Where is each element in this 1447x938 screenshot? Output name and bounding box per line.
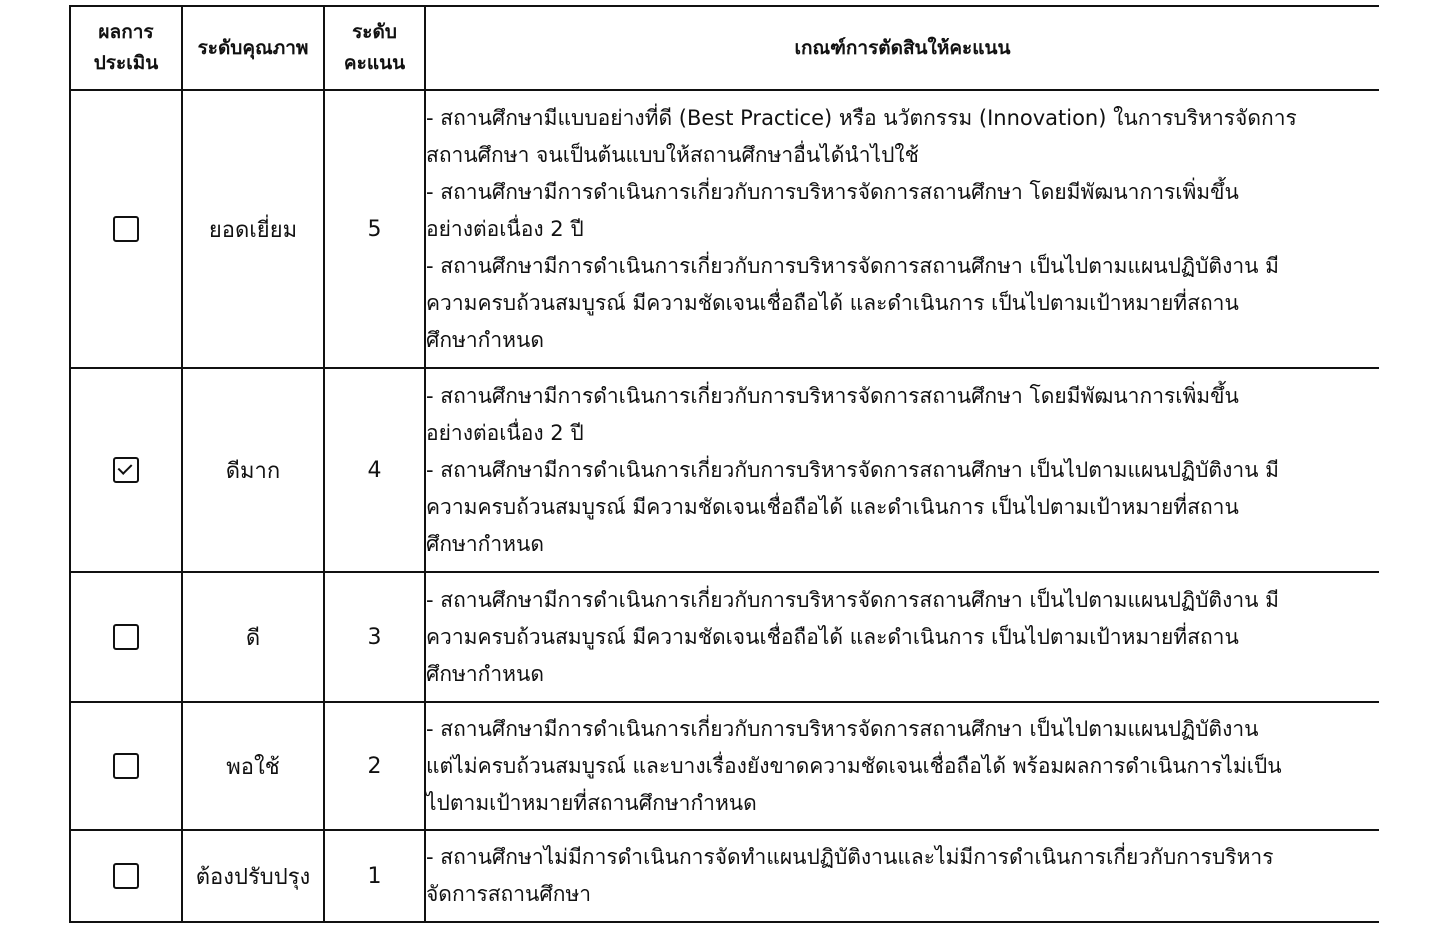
criteria-cell <box>425 830 1379 922</box>
criteria-line: แต่ไม่ครบถ้วนสมบูรณ์ และบางเรื่องยังขาดความชัดเจนเชื่อถือได้ พร้อมผลการดำเนินการไม่เป็น <box>426 753 1282 778</box>
header-criteria: เกณฑ์การตัดสินให้คะแนน <box>425 6 1379 90</box>
criteria-cell <box>425 368 1379 572</box>
criteria-line: ไปตามเป้าหมายที่สถานศึกษากำหนด <box>426 790 757 815</box>
quality-level-cell: ดีมาก <box>182 368 324 572</box>
header-result-line-2: ประเมิน <box>93 52 159 74</box>
score-cell: 1 <box>324 830 425 922</box>
quality-level-cell: ต้องปรับปรุง <box>182 830 324 922</box>
quality-level-cell: ดี <box>182 572 324 702</box>
checked-checkbox[interactable] <box>113 457 139 483</box>
criteria-line: - สถานศึกษามีการดำเนินการเกี่ยวกับการบริหารจัดการสถานศึกษา โดยมีพัฒนาการเพิ่มขึ้น <box>426 179 1239 204</box>
checkbox[interactable] <box>113 863 139 889</box>
result-cell <box>70 572 182 702</box>
criteria-line: - สถานศึกษามีแบบอย่างที่ดี (Best Practice) หรือ นวัตกรรม (Innovation) ในการบริหารจัดการ <box>426 105 1297 130</box>
quality-level-cell: พอใช้ <box>182 702 324 830</box>
criteria-line: - สถานศึกษามีการดำเนินการเกี่ยวกับการบริหารจัดการสถานศึกษา เป็นไปตามแผนปฏิบัติงาน <box>426 716 1259 741</box>
score-cell: 2 <box>324 702 425 830</box>
criteria-line: ความครบถ้วนสมบูรณ์ มีความชัดเจนเชื่อถือได้ และดำเนินการ เป็นไปตามเป้าหมายที่สถาน <box>426 290 1239 315</box>
score-cell: 3 <box>324 572 425 702</box>
quality-level-cell: ยอดเยี่ยม <box>182 90 324 368</box>
header-result <box>70 6 182 90</box>
rubric-body <box>70 90 1379 922</box>
checkbox[interactable] <box>113 753 139 779</box>
table-row <box>70 572 1379 702</box>
criteria-cell <box>425 90 1379 368</box>
criteria-line: อย่างต่อเนื่อง 2 ปี <box>426 216 584 241</box>
header-score-line-2: คะแนน <box>343 52 406 74</box>
header-score-level <box>324 6 425 90</box>
criteria-line: - สถานศึกษามีการดำเนินการเกี่ยวกับการบริหารจัดการสถานศึกษา โดยมีพัฒนาการเพิ่มขึ้น <box>426 383 1239 408</box>
assessment-rubric-table <box>69 5 1379 923</box>
criteria-line: ความครบถ้วนสมบูรณ์ มีความชัดเจนเชื่อถือได้ และดำเนินการ เป็นไปตามเป้าหมายที่สถาน <box>426 494 1239 519</box>
criteria-line: - สถานศึกษามีการดำเนินการเกี่ยวกับการบริหารจัดการสถานศึกษา เป็นไปตามแผนปฏิบัติงาน มี <box>426 587 1279 612</box>
table-row <box>70 830 1379 922</box>
table-row <box>70 90 1379 368</box>
score-cell: 4 <box>324 368 425 572</box>
criteria-cell <box>425 572 1379 702</box>
result-cell <box>70 830 182 922</box>
criteria-line: อย่างต่อเนื่อง 2 ปี <box>426 420 584 445</box>
criteria-line: ศึกษากำหนด <box>426 327 545 352</box>
table-row <box>70 702 1379 830</box>
result-cell <box>70 702 182 830</box>
score-cell: 5 <box>324 90 425 368</box>
checkbox[interactable] <box>113 624 139 650</box>
criteria-line: สถานศึกษา จนเป็นต้นแบบให้สถานศึกษาอื่นได้นำไปใช้ <box>426 142 919 167</box>
criteria-line: - สถานศึกษามีการดำเนินการเกี่ยวกับการบริหารจัดการสถานศึกษา เป็นไปตามแผนปฏิบัติงาน มี <box>426 253 1279 278</box>
criteria-line: ศึกษากำหนด <box>426 531 545 556</box>
table-row <box>70 368 1379 572</box>
criteria-line: - สถานศึกษาไม่มีการดำเนินการจัดทำแผนปฏิบัติงานและไม่มีการดำเนินการเกี่ยวกับการบริหาร <box>426 845 1274 869</box>
criteria-cell <box>425 702 1379 830</box>
result-cell <box>70 368 182 572</box>
criteria-line: จัดการสถานศึกษา <box>426 882 592 906</box>
criteria-line: - สถานศึกษามีการดำเนินการเกี่ยวกับการบริหารจัดการสถานศึกษา เป็นไปตามแผนปฏิบัติงาน มี <box>426 457 1279 482</box>
header-result-line-1: ผลการ <box>98 21 154 43</box>
header-score-line-1: ระดับ <box>352 21 397 43</box>
header-quality-level: ระดับคุณภาพ <box>182 6 324 90</box>
result-cell <box>70 90 182 368</box>
criteria-line: ความครบถ้วนสมบูรณ์ มีความชัดเจนเชื่อถือได้ และดำเนินการ เป็นไปตามเป้าหมายที่สถาน <box>426 624 1239 649</box>
criteria-line: ศึกษากำหนด <box>426 661 545 686</box>
header-row <box>70 6 1379 90</box>
checkbox[interactable] <box>113 216 139 242</box>
